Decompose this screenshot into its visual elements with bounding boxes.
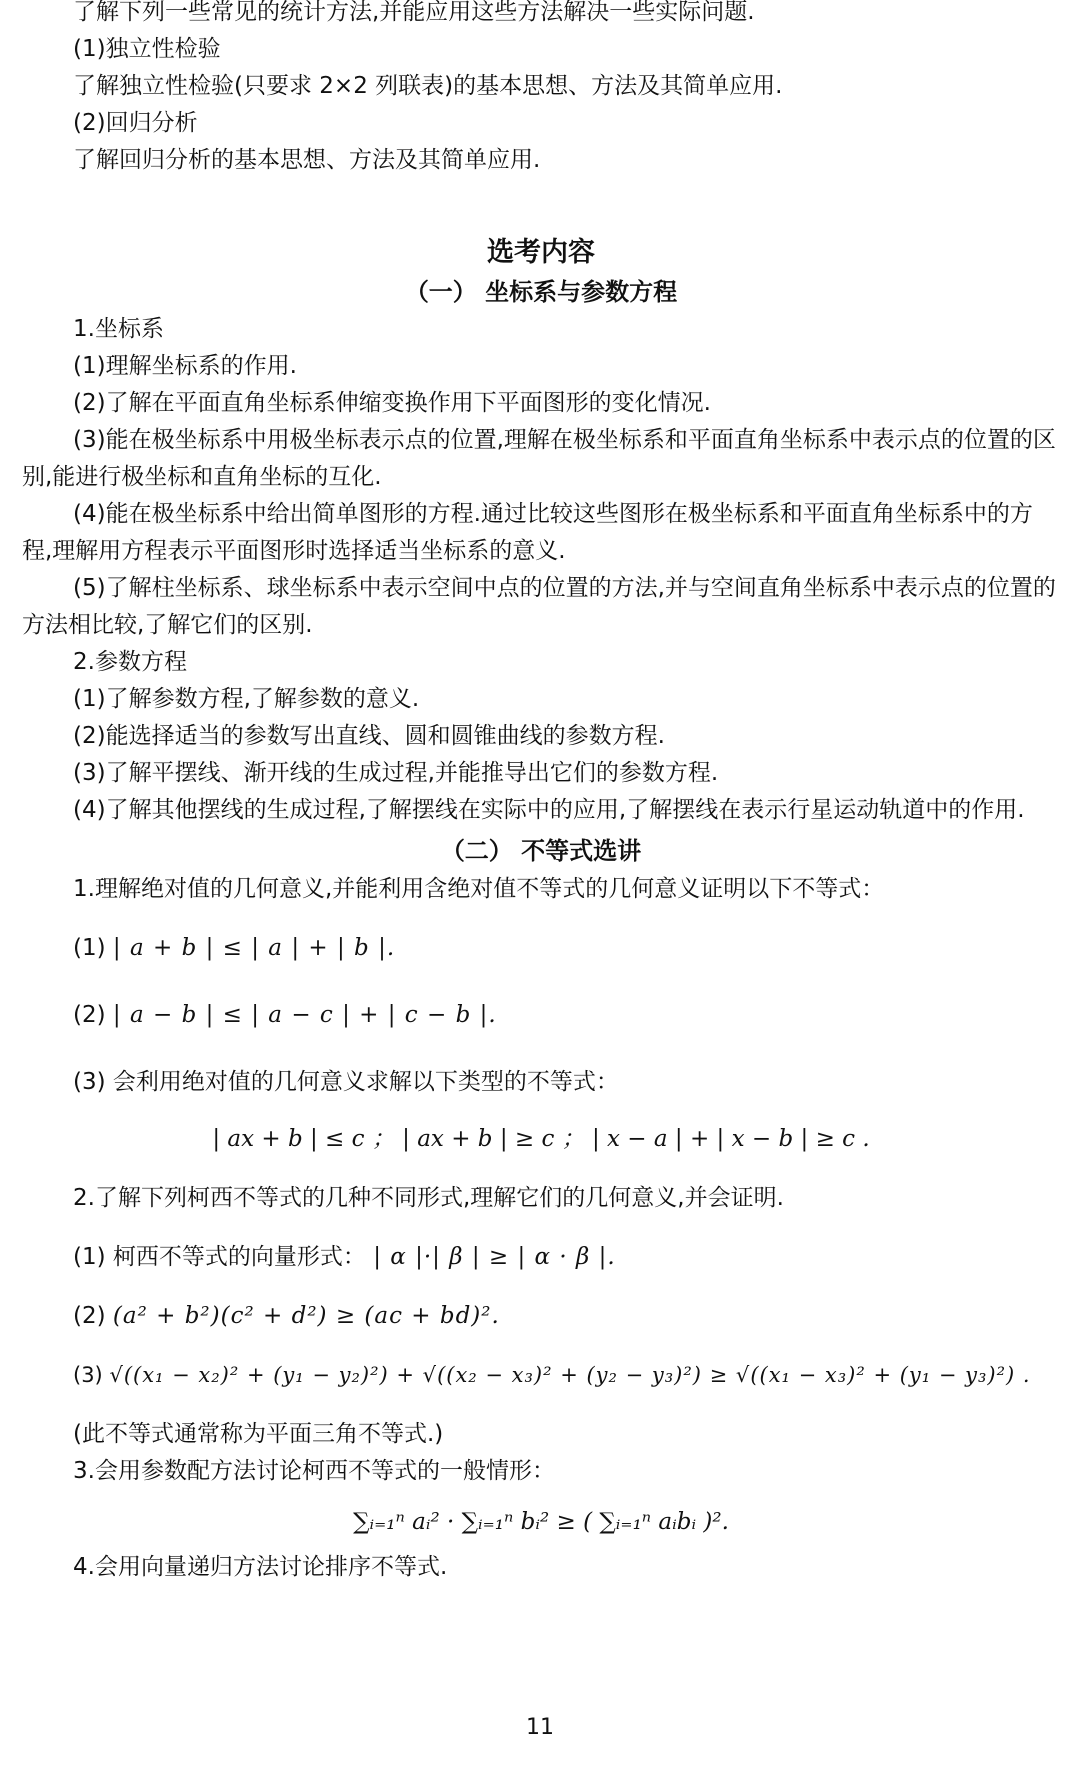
intro-line: 了解回归分析的基本思想、方法及其简单应用. bbox=[73, 147, 541, 173]
formula-label: (1) 柯西不等式的向量形式： bbox=[73, 1244, 366, 1270]
section1-item: (2)能选择适当的参数写出直线、圆和圆锥曲线的参数方程. bbox=[73, 723, 665, 749]
formula-label: (3) bbox=[73, 1363, 103, 1387]
formula-cauchy-vector: | α |·| β | ≥ | α · β |. bbox=[373, 1244, 616, 1270]
section1-item: (5)了解柱坐标系、球坐标系中表示空间中点的位置的方法,并与空间直角坐标系中表示点的位置的方法相比较,了解它们的区别. bbox=[22, 575, 1056, 638]
formula-row bbox=[22, 1298, 1060, 1335]
formula-row bbox=[22, 1239, 1060, 1276]
section1-item: (1)理解坐标系的作用. bbox=[73, 353, 297, 379]
section1-item: (3)了解平摆线、渐开线的生成过程,并能推导出它们的参数方程. bbox=[73, 760, 719, 786]
formula-inequality-types: | ax + b | ≤ c ； | ax + b | ≥ c ； | x − a | + | x − b | ≥ c . bbox=[212, 1126, 870, 1152]
formula-label: (2) bbox=[73, 1303, 106, 1329]
page-number: 11 bbox=[526, 1715, 554, 1740]
section2-item: 1.理解绝对值的几何意义,并能利用含绝对值不等式的几何意义证明以下不等式： bbox=[73, 876, 885, 902]
intro-subhead: (2)回归分析 bbox=[73, 110, 198, 136]
section1-item: (1)了解参数方程,了解参数的意义. bbox=[73, 686, 420, 712]
section2-title: （二） 不等式选讲 bbox=[440, 837, 642, 865]
section2-item: (3) 会利用绝对值的几何意义求解以下类型的不等式： bbox=[73, 1069, 619, 1095]
formula-row bbox=[22, 1357, 1060, 1394]
section2-item: 3.会用参数配方法讨论柯西不等式的一般情形： bbox=[73, 1458, 555, 1484]
intro-subhead: (1)独立性检验 bbox=[73, 36, 221, 62]
section1-title: （一） 坐标系与参数方程 bbox=[404, 278, 678, 306]
formula-abs-triangle: | a + b | ≤ | a | + | b |. bbox=[112, 935, 396, 961]
intro-line: 了解下列一些常见的统计方法,并能应用这些方法解决一些实际问题. bbox=[73, 0, 755, 25]
formula-cauchy-2d: (a² + b²)(c² + d²) ≥ (ac + bd)². bbox=[112, 1303, 500, 1329]
heading-main: 选考内容 bbox=[487, 237, 595, 268]
section1-item: (4)了解其他摆线的生成过程,了解摆线在实际中的应用,了解摆线在表示行星运动轨道中的作用. bbox=[73, 797, 1025, 823]
section2-note: (此不等式通常称为平面三角不等式.) bbox=[73, 1421, 444, 1447]
section1-item: (3)能在极坐标系中用极坐标表示点的位置,理解在极坐标系和平面直角坐标系中表示点的位置的区别,能进行极坐标和直角坐标的互化. bbox=[22, 427, 1056, 490]
formula-row bbox=[22, 930, 1060, 967]
section2-item: 2.了解下列柯西不等式的几种不同形式,理解它们的几何意义,并会证明. bbox=[73, 1185, 784, 1211]
formula-triangle-inequality: √((x₁ − x₂)² + (y₁ − y₂)²) + √((x₂ − x₃)² + (y₂ − y₃)²) ≥ √((x₁ − x₃)² + (y₁ − y₃)²) . bbox=[109, 1363, 1031, 1387]
formula-cauchy-general: ∑ᵢ₌₁ⁿ aᵢ² · ∑ᵢ₌₁ⁿ bᵢ² ≥ ( ∑ᵢ₌₁ⁿ aᵢbᵢ )². bbox=[353, 1509, 729, 1535]
section2-item: 4.会用向量递归方法讨论排序不等式. bbox=[73, 1554, 448, 1580]
section1-item: (2)了解在平面直角坐标系伸缩变换作用下平面图形的变化情况. bbox=[73, 390, 711, 416]
section1-sub2: 2.参数方程 bbox=[73, 649, 187, 675]
formula-label: (1) bbox=[73, 935, 106, 961]
intro-line: 了解独立性检验(只要求 2×2 列联表)的基本思想、方法及其简单应用. bbox=[73, 73, 783, 99]
section1-sub1: 1.坐标系 bbox=[73, 316, 164, 342]
section1-item: (4)能在极坐标系中给出简单图形的方程.通过比较这些图形在极坐标系和平面直角坐标系中的方程,理解用方程表示平面图形时选择适当坐标系的意义. bbox=[22, 501, 1033, 564]
formula-abs-three-point: | a − b | ≤ | a − c | + | c − b |. bbox=[112, 1002, 497, 1028]
formula-row bbox=[22, 997, 1060, 1034]
page-content bbox=[22, 0, 1060, 1586]
formula-label: (2) bbox=[73, 1002, 106, 1028]
